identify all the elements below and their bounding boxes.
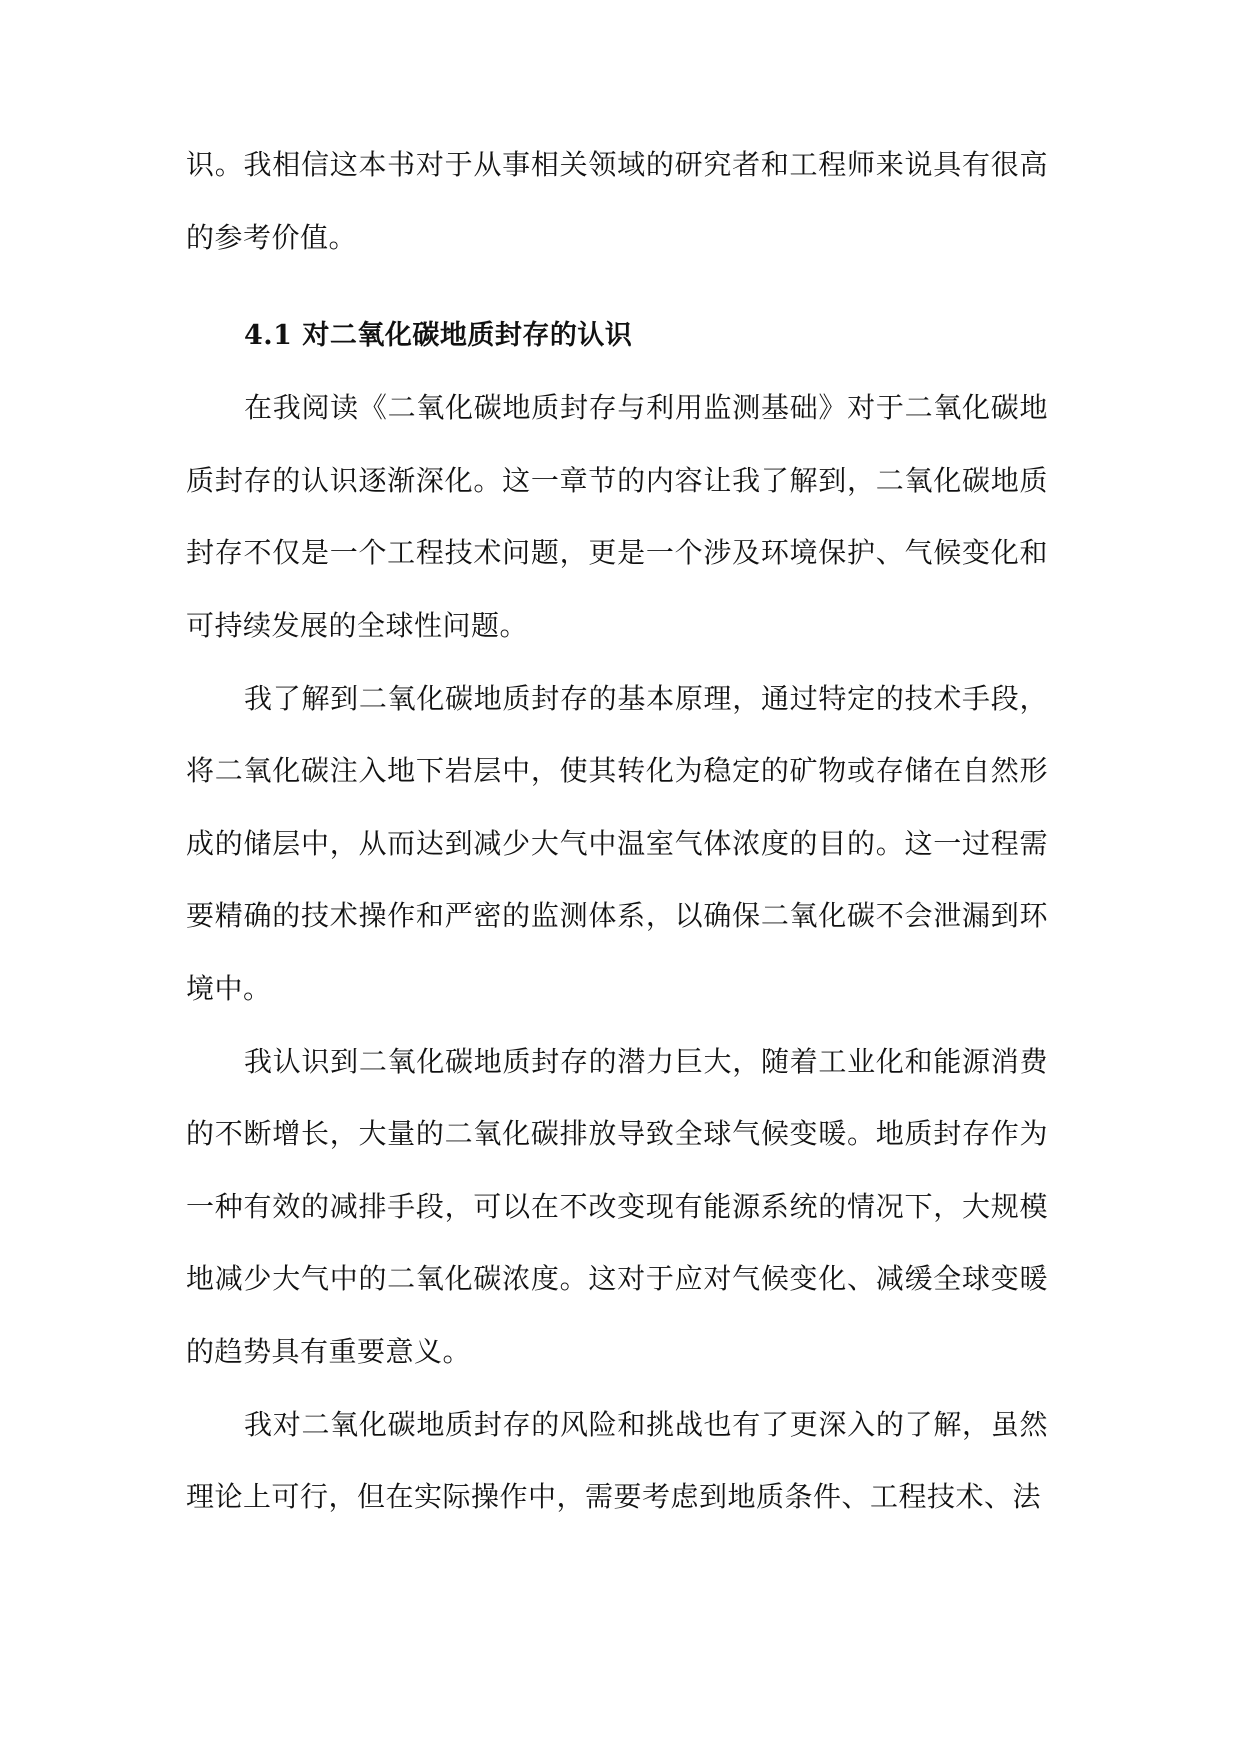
paragraph-continuation: 识。我相信这本书对于从事相关领域的研究者和工程师来说具有很高的参考价值。 [186,148,1048,254]
paragraph-4: 我对二氧化碳地质封存的风险和挑战也有了更深入的了解，虽然理论上可行，但在实际操作中，需要考虑到地质条件、工程技术、法 [186,1407,1048,1514]
document-body [186,129,1048,1534]
paragraph-1: 在我阅读《二氧化碳地质封存与利用监测基础》对于二氧化碳地质封存的认识逐渐深化。这一章节的内容让我了解到，二氧化碳地质封存不仅是一个工程技术问题，更是一个涉及环境保护、气候变化和可持续发展的全球性问题。 [186,391,1048,642]
spacer [186,274,1048,300]
paragraph-3: 我认识到二氧化碳地质封存的潜力巨大，随着工业化和能源消费的不断增长，大量的二氧化碳排放导致全球气候变暖。地质封存作为一种有效的减排手段，可以在不改变现有能源系统的情况下，大规模地减少大气中的二氧化碳浓度。这对于应对气候变化、减缓全球变暖的趋势具有重要意义。 [186,1044,1048,1368]
paragraph-2: 我了解到二氧化碳地质封存的基本原理，通过特定的技术手段，将二氧化碳注入地下岩层中，使其转化为稳定的矿物或存储在自然形成的储层中，从而达到减少大气中温室气体浓度的目的。这一过程需要精确的技术操作和严密的监测体系，以确保二氧化碳不会泄漏到环境中。 [186,681,1048,1005]
section-heading: 4.1 对二氧化碳地质封存的认识 [244,320,633,352]
